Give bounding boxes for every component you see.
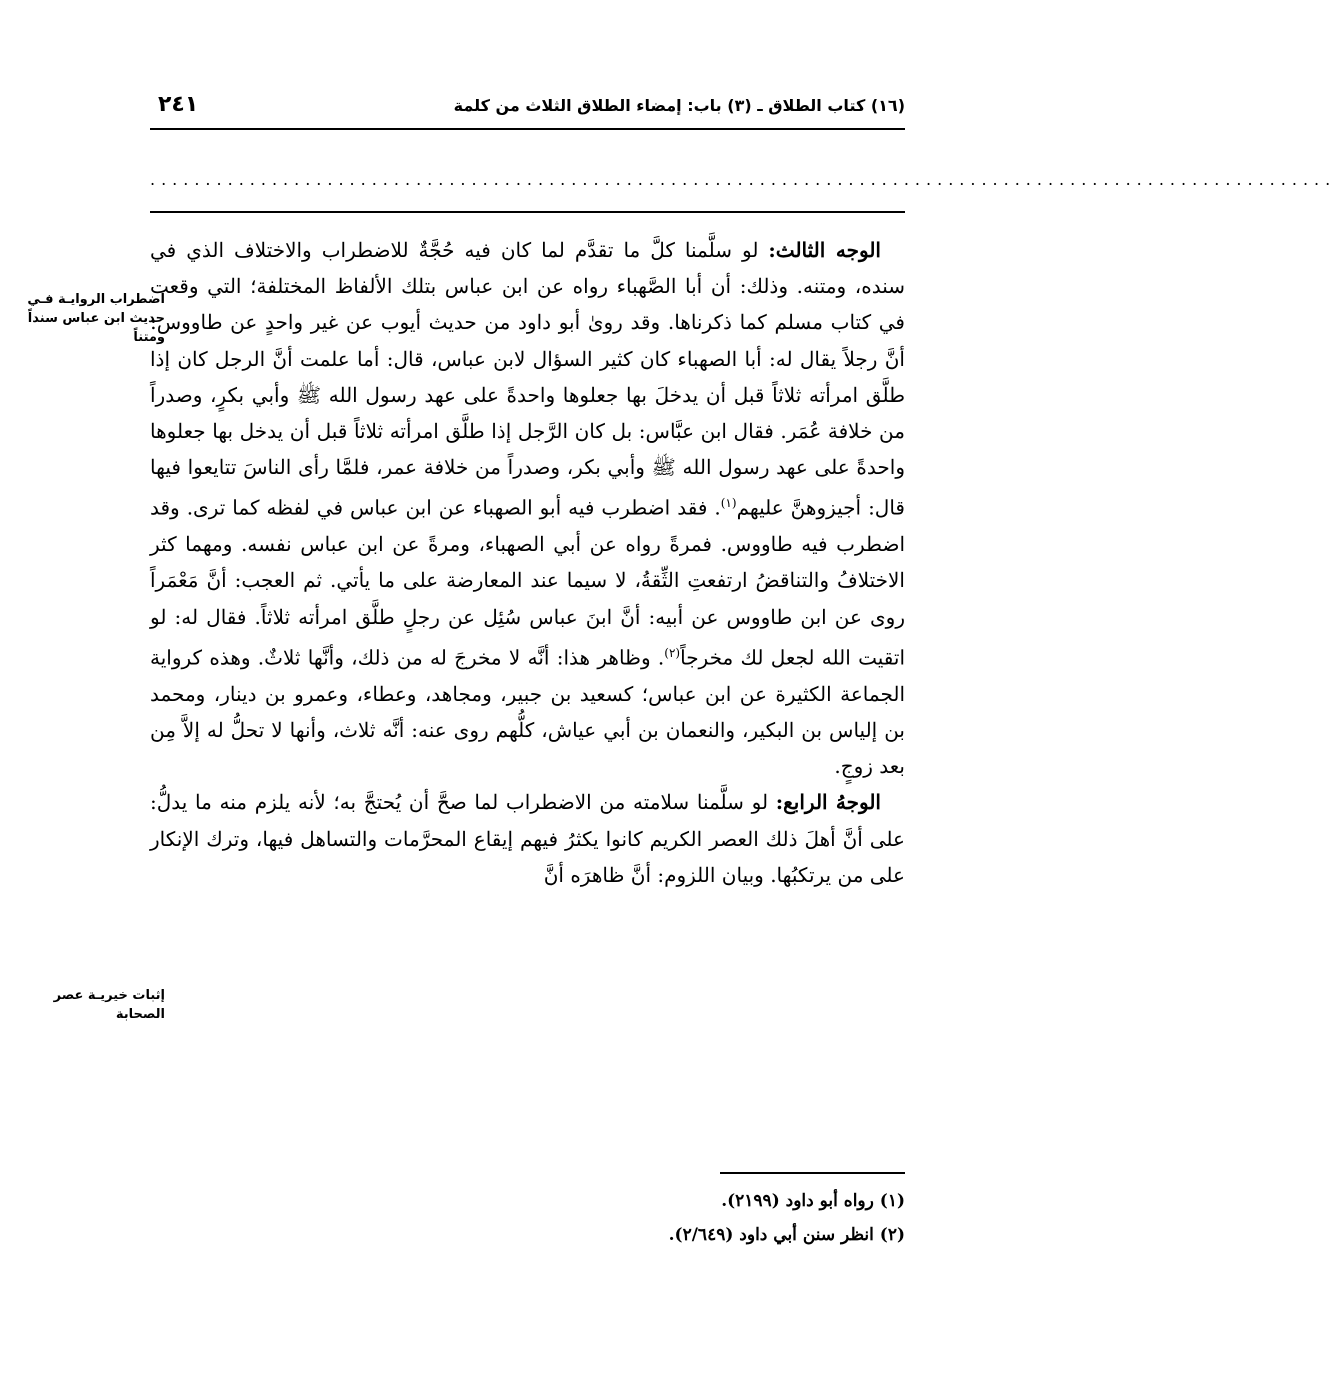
main-text [150,232,905,893]
footnote-marker-2: (٢) [664,645,681,660]
footnote-separator [720,1172,905,1174]
footnote-1: (١) رواه أبو داود (٢١٩٩). [721,1191,905,1211]
paragraph-heading: الوجه الثالث: [768,238,881,262]
paragraph-text: . وظاهر هذا: أنَّه لا مخرجَ له من ذلك، وأنَّها ثلاثٌ. وهذه كرواية الجماعة الكثيرة عن ابن عباس؛ كسعيد بن جبير، ومجاهد، وعطاء، وعمرو بن دينار، ومحمد بن إلياس بن البكير، والنعمان بن أبي عياش، كلُّهم روى عنه: أنَّه ثلاث، وأنها لا تحلُّ له إلاَّ مِن بعد زوجٍ. [150,645,905,779]
paragraph-heading: الوجهُ الرابع: [775,790,881,815]
page-number: ٢٤١ [158,92,199,117]
dotted-separator: ........................................................................................................... [150,170,1336,189]
margin-note: اضطراب الروايـة فـي حديث ابن عباس سنداً ومتناً [27,292,165,345]
footnote-2: (٢) انظر سنن أبي داود (٢/٦٤٩). [668,1225,905,1245]
header-title: (١٦) كتاب الطلاق ـ (٣) باب: إمضاء الطلاق الثلاث من كلمة [453,96,905,115]
paragraph-text: لو سلَّمنا سلامته من الاضطراب لما صحَّ أن يُحتجَّ به؛ لأنه يلزم منه ما يدلُّ: على أنَّ أهلَ ذلك العصر الكريم كانوا يكثرُ فيهم إيقاع المحرَّمات والتساهل فيها، وترك الإنكار على من يرتكبُها. وبيان اللزوم: أنَّ ظاهرَه أنَّ [150,790,905,887]
margin-note: إثبات خيريـة عصر الصحابة [53,988,165,1022]
paragraph-text: لو سلَّمنا كلَّ ما تقدَّم لما كان فيه حُجَّةٌ للاضطراب والاختلاف الذي في سنده، ومتنه. وذلك: أن أبا الصَّهباء رواه عن ابن عباس بتلك الألفاظ المختلفة؛ التي وقعت في كتاب مسلم كما ذكرناها. وقد روىٰ أبو داود من حديث أيوب عن غير واحدٍ عن طاووس: أنَّ رجلاً يقال له: أبا الصهباء كان كثير السؤال لابن عباس، قال: أما علمت أنَّ الرجل كان إذا طلَّق امرأته ثلاثاً قبل أن يدخلَ بها جعلوها واحدةً على عهد رسول الله ﷺ وأبي بكرٍ، وصدراً من خلافة عُمَر. فقال ابن عبَّاس: بل كان الرَّجل إذا طلَّق امرأته ثلاثاً قبل أن يدخل بها جعلوها واحدةً على عهد رسول الله ﷺ وأبي بكر، وصدراً من خلافة عمر، فلمَّا رأى الناسَ تتايعوا فيها قال: أجيزوهنَّ عليهم [150,238,905,521]
footnotes [205,1184,905,1252]
running-header [150,88,905,130]
paragraph-fourth-aspect [150,784,905,893]
paragraph-text: . فقد اضطرب فيه أبو الصهباء عن ابن عباس في لفظه كما ترى. وقد اضطرب فيه طاووس. فمرةً رواه عن أبي الصهباء، ومرةً عن ابن عباس نفسه. ومهما كثر الاختلافُ والتناقضُ ارتفعتِ الثِّقةُ، لا سيما عند المعارضة على ما يأتي. ثم العجب: أنَّ مَعْمَراً روى عن ابن طاووس عن أبيه: أنَّ ابنَ عباس سُئِل عن رجلٍ طلَّق امرأته ثلاثاً. فقال له: لو اتقيت الله لجعل لك مخرجاً [150,496,905,670]
footnote-marker-1: (١) [720,496,737,511]
paragraph-third-aspect [150,232,905,784]
horizontal-rule [150,211,905,213]
